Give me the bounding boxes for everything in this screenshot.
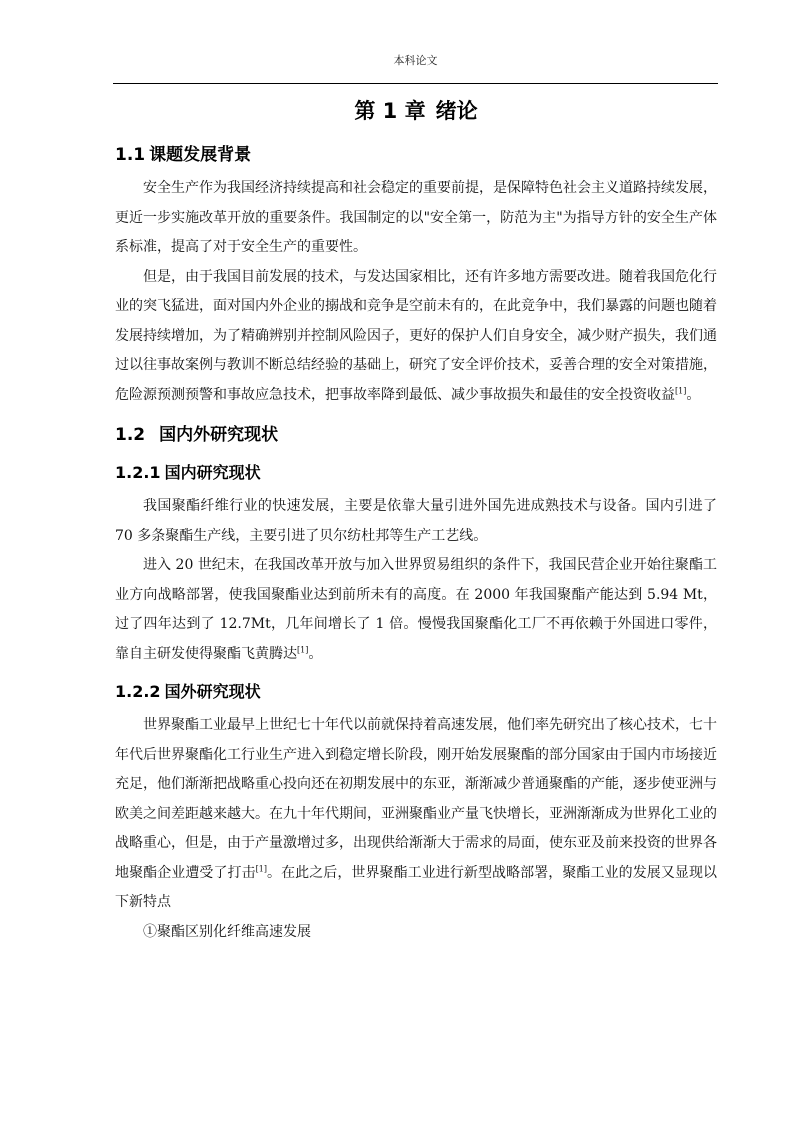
subsection-number: 1.2.2 [115,682,161,701]
section-number: 1.1 [115,145,146,165]
running-header: 本科论文 [393,54,438,67]
subsection-title: 国内研究现状 [164,463,261,482]
section-heading-1-1 [115,140,717,170]
citation-marker: [1] [297,644,309,654]
paragraph-text: 世界聚酯工业最早上世纪七十年代以前就保持着高速发展，他们率先研究出了核心技术，七十年代后世界聚酯化工行业生产进入到稳定增长阶段，刚开始发展聚酯的部分国家由于国内市场接近充足，他们渐渐把战略重心投向还在初期发展中的东亚，渐渐减少普通聚酯的产能，逐步使亚洲与欧美之间差距越来越大。在九十年代期间，亚洲聚酯业产量飞快增长，亚洲渐渐成为世界化工业的战略重心，但是，由于产量激增过多，出现供给渐渐大于需求的局面，使东亚及前来投资的世界各地聚酯企业遭受了打击 [115,717,717,881]
chapter-number: 第 1 章 [354,99,426,123]
paragraph-text-end: 。 [308,645,323,662]
paragraph: 我国聚酯纤维行业的快速发展，主要是依靠大量引进外国先进成熟技术与设备。国内引进了 70 多条聚酯生产线，主要引进了贝尔纺杜邦等生产工艺线。 [115,498,717,544]
subsection-heading-1-2-2 [115,677,717,707]
chapter-name: 绪论 [435,99,478,123]
section-title: 国内外研究现状 [159,425,279,445]
list-item: ①聚酯区别化纤维高速发展 [143,923,311,940]
paragraph-text-end: 。在此之后，世界聚酯工业进行新型战略部署，聚酯工业的发展又显现以下新特点 [115,864,718,910]
paragraph [115,711,717,918]
citation-marker: [1] [255,863,267,873]
paragraph [115,263,717,411]
paragraph [115,551,717,669]
page-content [115,92,717,947]
subsection-title: 国外研究现状 [164,682,261,701]
citation-marker: [1] [675,385,687,395]
header-divider [113,83,718,84]
paragraph-text-end: 。 [686,386,701,403]
section-title: 课题发展背景 [149,145,252,165]
subsection-number: 1.2.1 [115,463,161,482]
subsection-heading-1-2-1 [115,458,717,488]
paragraph-text: 但是，由于我国目前发展的技术，与发达国家相比，还有许多地方需要改进。随着我国危化行业的突飞猛进，面对国内外企业的搦战和竞争是空前未有的，在此竞争中，我们暴露的问题也随着发展持续增加，为了精确辨别并控制风险因子，更好的保护人们自身安全，减少财产损失，我们通过以往事故案例与教训不断总结经验的基础上，研究了安全评价技术，妥善合理的安全对策措施，危险源预测预警和事故应急技术，把事故率降到最低、减少事故损失和最佳的安全投资收益 [115,268,717,403]
paragraph-text: 进入 20 世纪末，在我国改革开放与加入世界贸易组织的条件下，我国民营企业开始往聚酯工业方向战略部署，使我国聚酯业达到前所未有的高度。在 2000 年我国聚酯产能达到 5.94 Mt，过了四年达到了 12.7Mt，几年间增长了 1 倍。慢慢我国聚酯化工厂不再依赖于外国进口零件，靠自主研发使得聚酯飞黄腾达 [115,557,717,662]
chapter-title [115,92,717,130]
paragraph: 安全生产作为我国经济持续提高和社会稳定的重要前提，是保障特色社会主义道路持续发展，更近一步实施改革开放的重要条件。我国制定的以"安全第一，防范为主"为指导方针的安全生产体系标准，提高了对于安全生产的重要性。 [115,180,717,255]
section-number: 1.2 [115,425,146,445]
section-heading-1-2 [115,420,717,450]
